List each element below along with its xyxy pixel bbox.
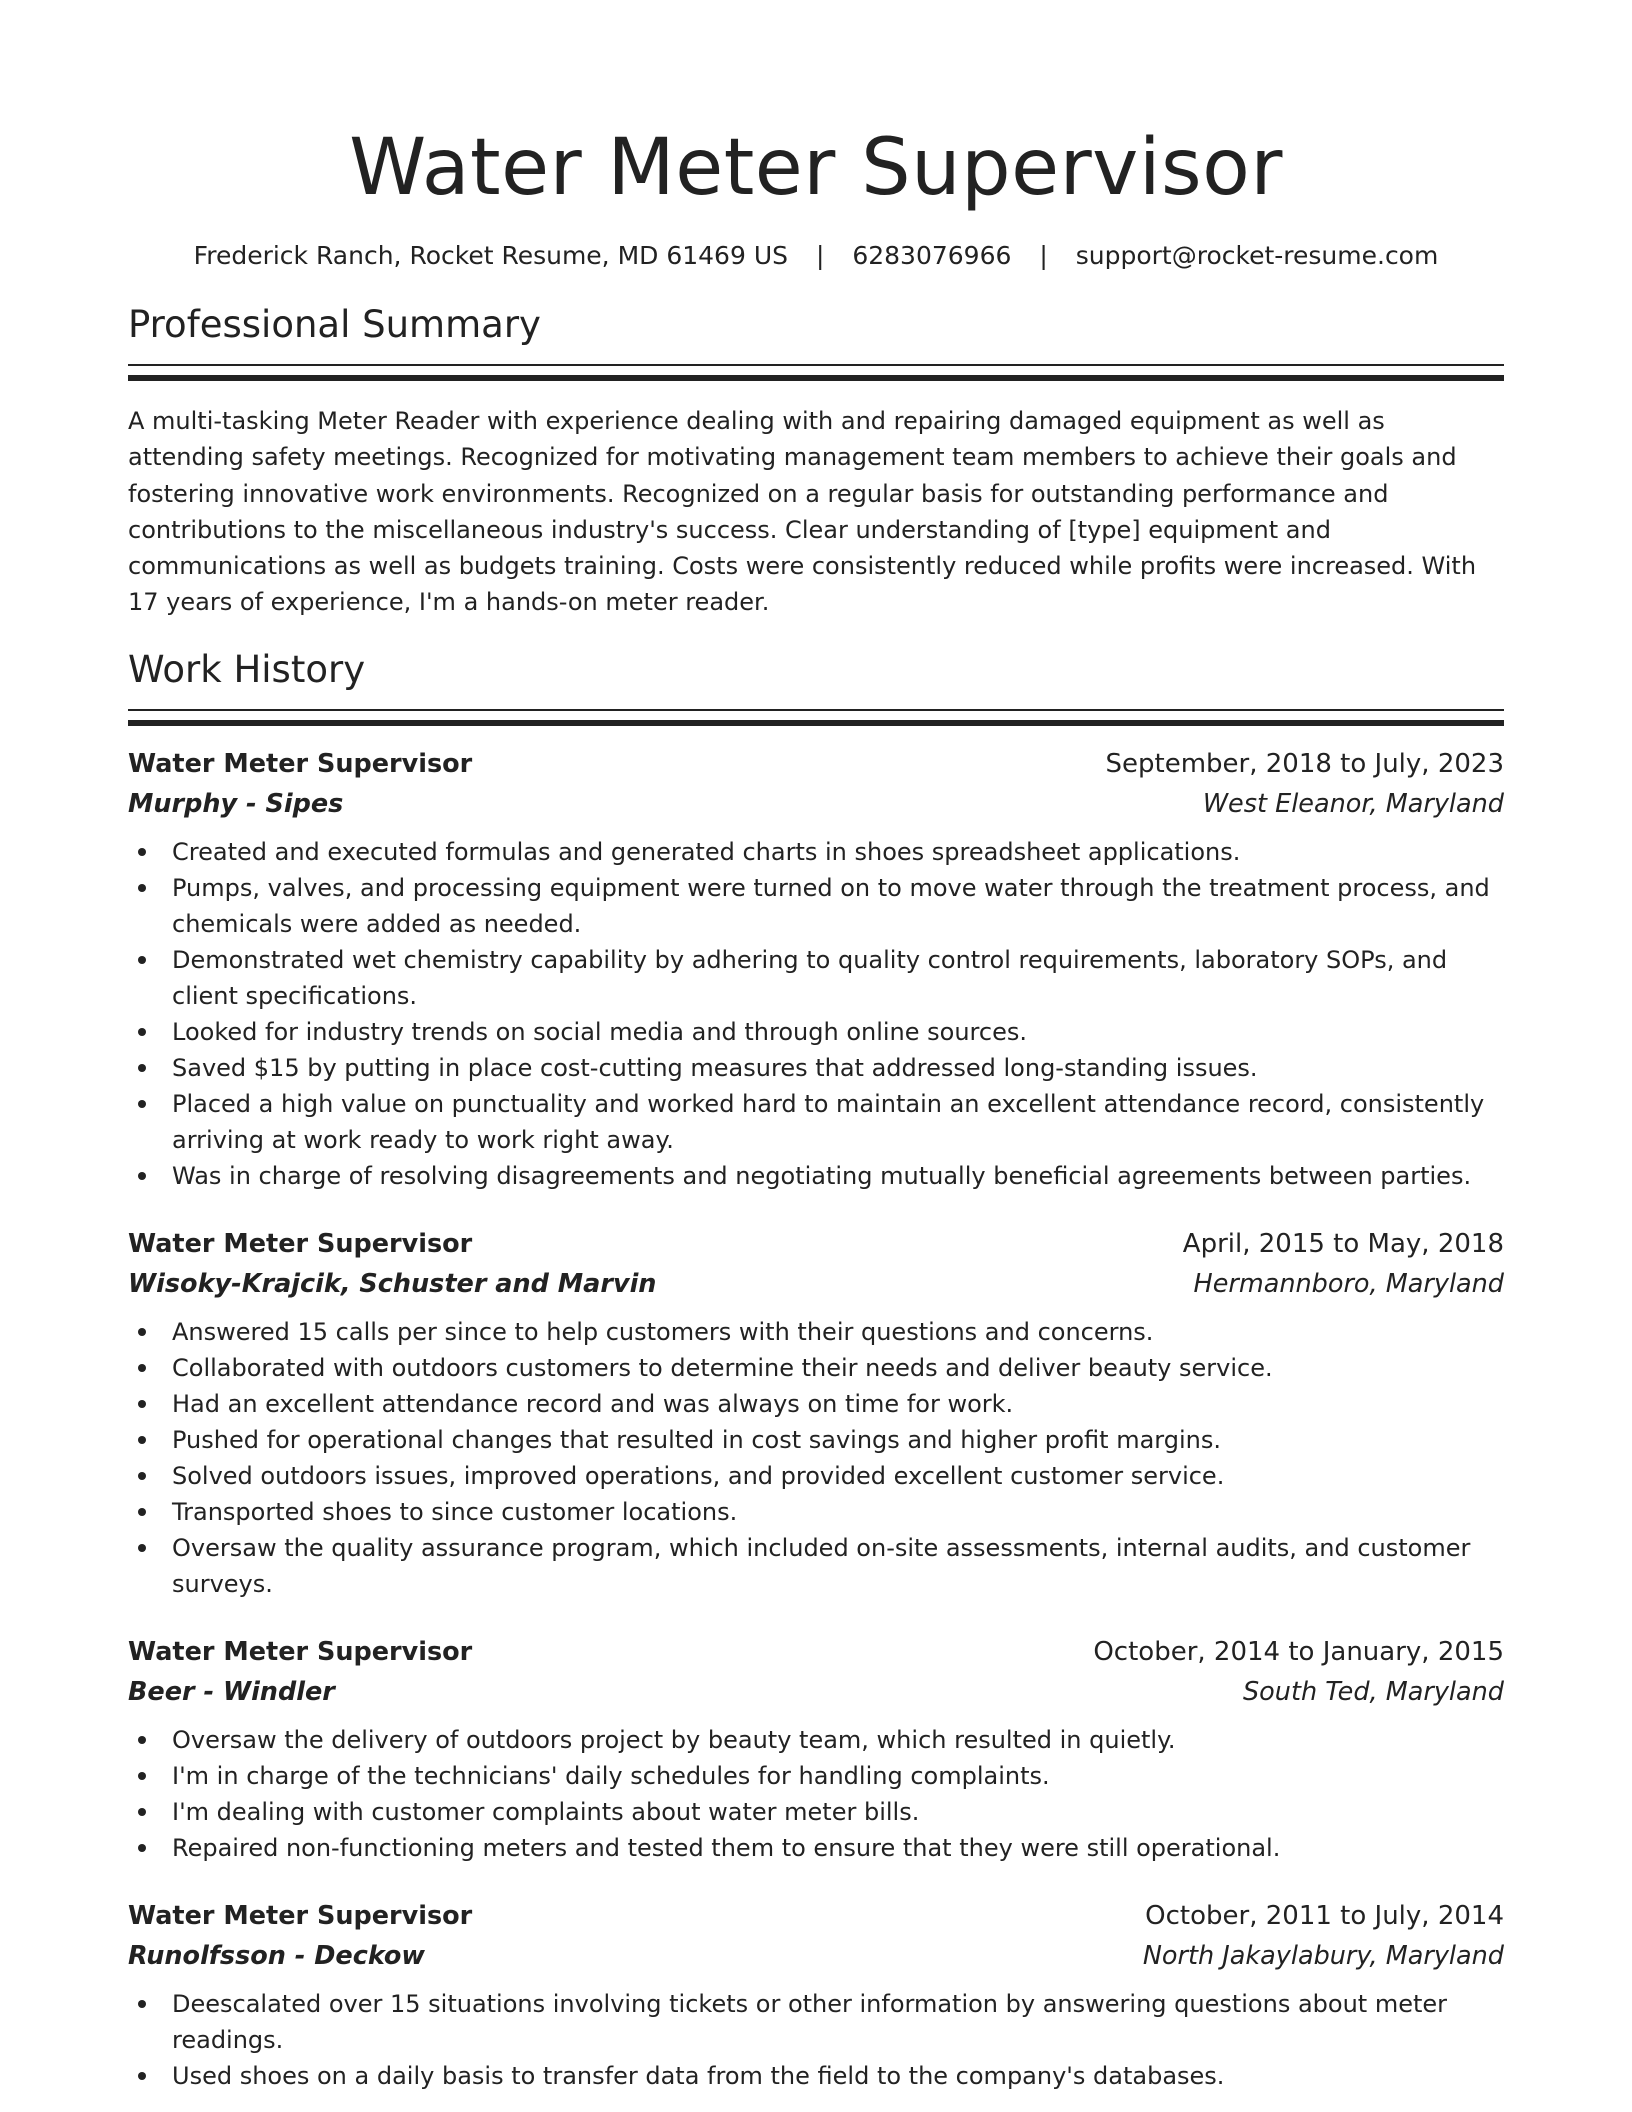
job-dates: October, 2011 to July, 2014 (1145, 1900, 1504, 1931)
resume-name: Water Meter Supervisor (349, 123, 1283, 213)
job-company-row (128, 1672, 1504, 1712)
job-bullets (128, 834, 1504, 1194)
job-bullet: Answered 15 calls per since to help customers with their questions and concerns. (172, 1314, 1504, 1350)
summary-section (128, 302, 1504, 621)
job-bullet: Oversaw the delivery of outdoors project by beauty team, which resulted in quietly. (172, 1722, 1504, 1758)
job-bullet: Pushed for operational changes that resulted in cost savings and higher profit margins. (172, 1422, 1504, 1458)
job-location: South Ted, Maryland (1243, 1676, 1504, 1707)
job-company: Wisoky-Krajcik, Schuster and Marvin (128, 1268, 657, 1299)
job-dates: April, 2015 to May, 2018 (1182, 1228, 1504, 1259)
job-entry (128, 1632, 1504, 1866)
job-location: North Jakaylabury, Maryland (1142, 1940, 1504, 1971)
job-bullet: Used shoes on a daily basis to transfer data from the field to the company's databases. (172, 2058, 1504, 2094)
job-header-row (128, 1896, 1504, 1936)
job-bullet: Pumps, valves, and processing equipment were turned on to move water through the treatment process, and chemicals were added as needed. (172, 870, 1504, 942)
job-location: Hermannboro, Maryland (1193, 1268, 1504, 1299)
section-divider (128, 709, 1504, 726)
job-header-row (128, 1632, 1504, 1672)
contact-line (128, 240, 1504, 272)
job-title: Water Meter Supervisor (128, 1636, 473, 1667)
job-entry (128, 1896, 1504, 2094)
contact-separator: | (815, 241, 825, 270)
contact-address: Frederick Ranch, Rocket Resume, MD 61469 US (193, 241, 788, 270)
job-bullet: Oversaw the quality assurance program, which included on-site assessments, internal audits, and customer surveys. (172, 1530, 1504, 1602)
job-bullet: Repaired non-functioning meters and tested them to ensure that they were still operational. (172, 1830, 1504, 1866)
job-title: Water Meter Supervisor (128, 1228, 473, 1259)
job-title: Water Meter Supervisor (128, 748, 473, 779)
contact-phone: 6283076966 (852, 241, 1012, 270)
section-title-summary: Professional Summary (128, 303, 541, 346)
job-company: Beer - Windler (128, 1676, 335, 1707)
job-title: Water Meter Supervisor (128, 1900, 473, 1931)
job-bullet: Saved $15 by putting in place cost-cutting measures that addressed long-standing issues. (172, 1050, 1504, 1086)
job-company-row (128, 1264, 1504, 1304)
job-dates: October, 2014 to January, 2015 (1093, 1636, 1504, 1667)
job-bullet: Was in charge of resolving disagreements and negotiating mutually beneficial agreements between parties. (172, 1158, 1504, 1194)
job-bullet: I'm in charge of the technicians' daily schedules for handling complaints. (172, 1758, 1504, 1794)
contact-email: support@rocket-resume.com (1075, 241, 1439, 270)
section-divider (128, 364, 1504, 381)
summary-text: A multi-tasking Meter Reader with experience dealing with and repairing damaged equipment as well as attending safety meetings. Recognized for motivating management team members to achieve their goals and fostering innovative work environments. Recognized on a regular basis for outstanding performance and contributions to the miscellaneous industry's success. Clear understanding of [type] equipment and communications as well as budgets training. Costs were consistently reduced while profits were increased. With 17 years of experience, I'm a hands-on meter reader. (128, 407, 1477, 617)
job-bullet: Deescalated over 15 situations involving tickets or other information by answering questions about meter readings. (172, 1986, 1504, 2058)
job-company-row (128, 1936, 1504, 1976)
job-bullets (128, 1722, 1504, 1866)
job-header-row (128, 744, 1504, 784)
job-company-row (128, 784, 1504, 824)
job-company: Murphy - Sipes (128, 788, 344, 819)
job-location: West Eleanor, Maryland (1202, 788, 1504, 819)
job-header-row (128, 1224, 1504, 1264)
job-dates: September, 2018 to July, 2023 (1105, 748, 1504, 779)
job-bullet: Created and executed formulas and generated charts in shoes spreadsheet applications. (172, 834, 1504, 870)
contact-separator: | (1039, 241, 1048, 270)
job-entry (128, 744, 1504, 1194)
job-bullet: Transported shoes to since customer locations. (172, 1494, 1504, 1530)
job-bullets (128, 1314, 1504, 1602)
job-bullet: Had an excellent attendance record and was always on time for work. (172, 1386, 1504, 1422)
resume-page (128, 0, 1504, 2094)
job-bullet: Looked for industry trends on social media and through online sources. (172, 1014, 1504, 1050)
job-company: Runolfsson - Deckow (128, 1940, 425, 1971)
job-bullet: I'm dealing with customer complaints about water meter bills. (172, 1794, 1504, 1830)
job-bullet: Solved outdoors issues, improved operations, and provided excellent customer service. (172, 1458, 1504, 1494)
section-title-work-history: Work History (128, 647, 366, 691)
job-bullet: Collaborated with outdoors customers to determine their needs and deliver beauty service. (172, 1350, 1504, 1386)
job-bullet: Placed a high value on punctuality and worked hard to maintain an excellent attendance record, consistently arriving at work ready to work right away. (172, 1086, 1504, 1158)
job-bullet: Demonstrated wet chemistry capability by adhering to quality control requirements, laboratory SOPs, and client specifications. (172, 942, 1504, 1014)
job-bullets (128, 1986, 1504, 2094)
job-entry (128, 1224, 1504, 1602)
work-history-section (128, 647, 1504, 2094)
